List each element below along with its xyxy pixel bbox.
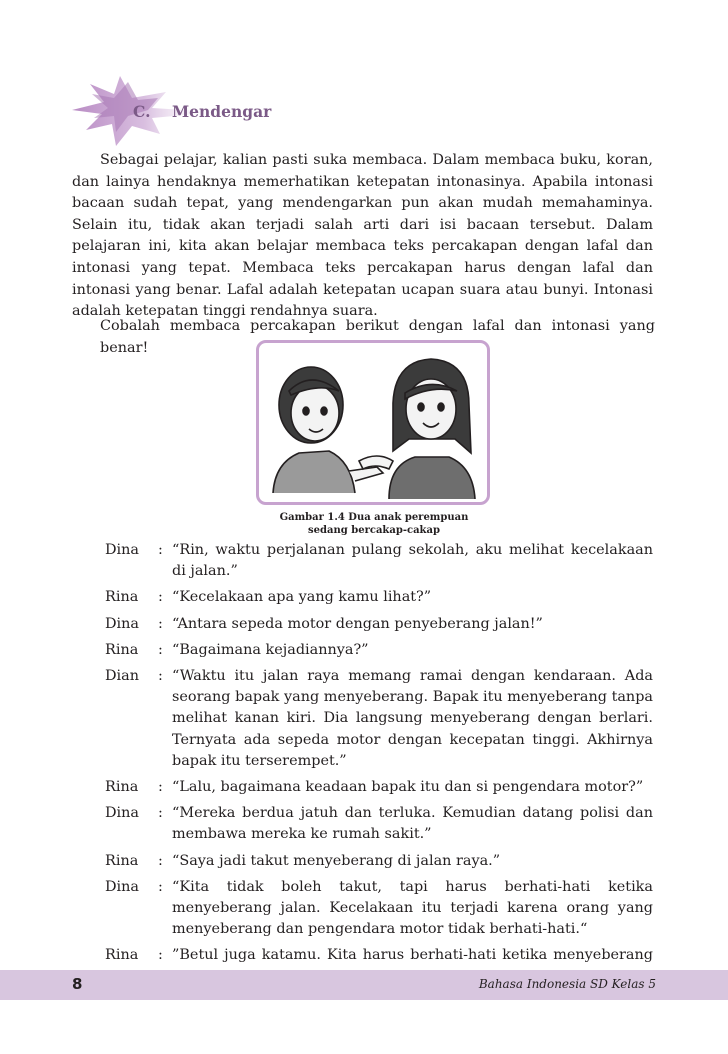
- colon: :: [158, 805, 163, 822]
- speaker: Dina: [105, 615, 139, 632]
- colon: :: [158, 852, 163, 869]
- utterance: “Bagaimana kejadiannya?”: [172, 641, 369, 658]
- colon: :: [158, 615, 163, 632]
- dialog-list: [72, 540, 662, 993]
- dialog-line: [72, 851, 662, 872]
- colon: :: [158, 542, 163, 558]
- utterance: “Rin, waktu perjalanan pulang sekolah, aku melihat kecelakaan di jalan.”: [172, 542, 653, 580]
- speaker: Rina: [105, 589, 139, 606]
- two-girls-illustration: [259, 343, 487, 502]
- section-title: Mendengar: [172, 102, 272, 121]
- utterance: “Kecelakaan apa yang kamu lihat?”: [172, 589, 432, 606]
- book-title: Bahasa Indonesia SD Kelas 5: [478, 977, 656, 991]
- utterance: “Waktu itu jalan raya memang ramai dengan kendaraan. Ada seorang bapak yang menyeberang. Bapak itu menyeberang tanpa melihat kanan kiri. Dia langsung menyeberang dengan berlari. Ternyata ada sepeda motor dengan kecepatan tinggi. Akhirnya bapak itu terserempet.”: [172, 668, 653, 769]
- instruction-paragraph: Cobalah membaca percakapan berikut dengan lafal dan intonasi yang benar!: [100, 318, 655, 356]
- intro-paragraph: Sebagai pelajar, kalian pasti suka membaca. Dalam membaca buku, koran, dan lainya hendaknya memerhatikan ketepatan intonasinya. Apabila intonasi bacaan sudah tepat, yang mendengarkan pun akan mudah memahaminya. Selain itu, tidak akan terjadi salah arti dari isi bacaan tersebut. Dalam pelajaran ini, kita akan belajar membaca teks percakapan dengan lafal dan intonasi yang tepat. Membaca teks percakapan harus dengan lafal dan intonasi yang benar. Lafal adalah ketepatan ucapan suara atau bunyi. Intonasi adalah ketepatan tinggi rendahnya suara.: [72, 152, 653, 320]
- speaker: Dina: [105, 878, 139, 895]
- speaker: Dian: [105, 668, 139, 685]
- dialog-line: [72, 777, 662, 798]
- speaker: Rina: [105, 779, 139, 796]
- dialog-line: [72, 614, 662, 635]
- dialog-line: [72, 540, 662, 582]
- section-letter: C.: [133, 102, 151, 121]
- dialog-line: [72, 666, 662, 772]
- caption-line-2: sedang bercakap-cakap: [308, 525, 440, 536]
- speaker: Rina: [105, 852, 139, 869]
- colon: :: [158, 668, 163, 685]
- page-number: 8: [72, 975, 83, 993]
- utterance: “Saya jadi takut menyeberang di jalan raya.”: [172, 852, 501, 869]
- utterance: “Antara sepeda motor dengan penyeberang jalan!”: [172, 615, 543, 632]
- colon: :: [158, 641, 163, 658]
- dialog-line: [72, 877, 662, 941]
- figure-frame: [256, 340, 490, 505]
- caption-line-1: Gambar 1.4 Dua anak perempuan: [279, 512, 469, 523]
- colon: :: [158, 589, 163, 606]
- speaker: Rina: [105, 947, 139, 964]
- colon: :: [158, 779, 163, 796]
- speaker: Dina: [105, 542, 139, 558]
- colon: :: [158, 947, 163, 964]
- utterance: ”Betul juga katamu. Kita harus berhati-hati ketika menyeberang: [172, 947, 653, 964]
- figure-caption: [256, 511, 492, 537]
- utterance: “Lalu, bagaimana keadaan bapak itu dan si pengendara motor?”: [172, 779, 644, 796]
- speaker: Rina: [105, 641, 139, 658]
- dialog-line: [72, 640, 662, 661]
- utterance: “Mereka berdua jatuh dan terluka. Kemudian datang polisi dan membawa mereka ke rumah sakit.”: [172, 805, 653, 843]
- colon: :: [158, 878, 163, 895]
- dialog-line: [72, 803, 662, 845]
- utterance: “Kita tidak boleh takut, tapi harus berhati-hati ketika menyeberang jalan. Kecelakaan itu terjadi karena orang yang menyeberang dan pengendara motor tidak berhati-hati.“: [172, 878, 653, 938]
- speaker: Dina: [105, 805, 139, 822]
- dialog-line: [72, 587, 662, 608]
